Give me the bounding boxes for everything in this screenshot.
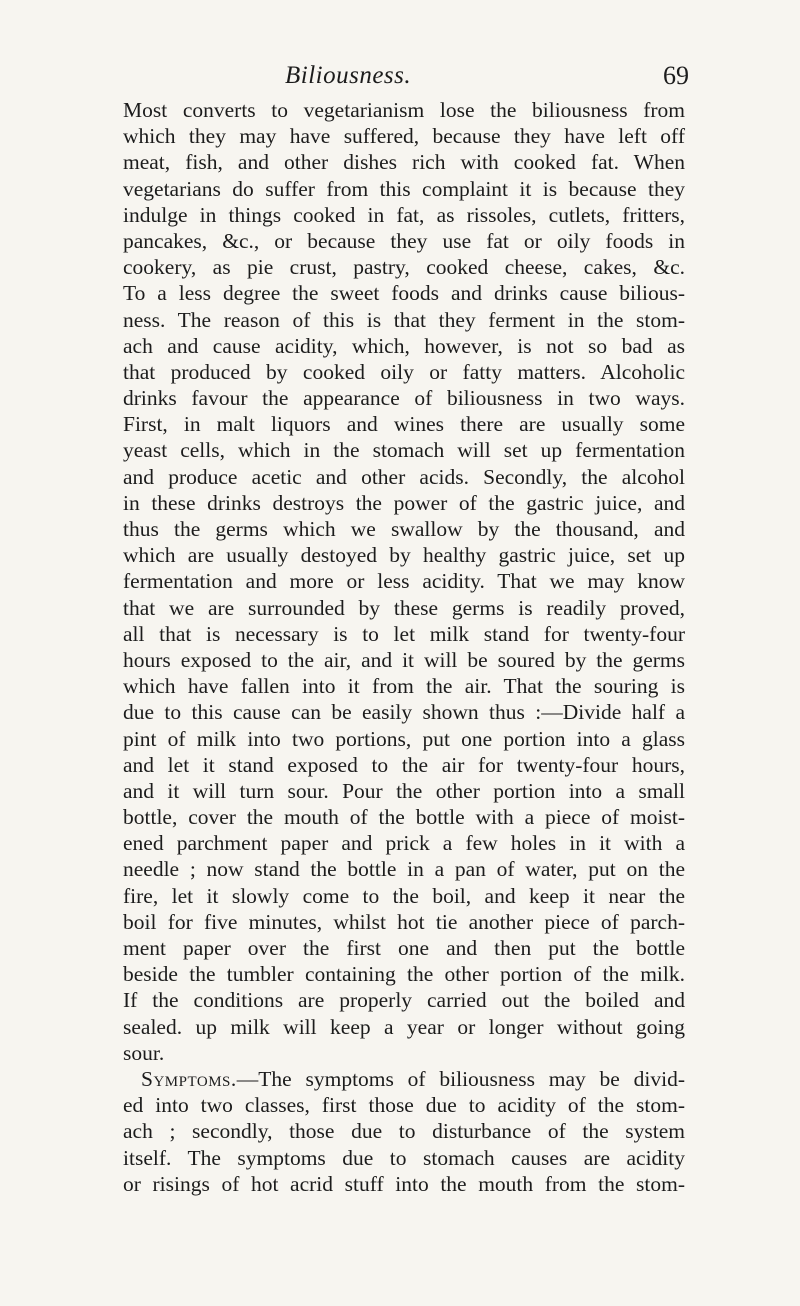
text-line: hours exposed to the air, and it will be soured by the germs [123,647,685,672]
section-heading-symptoms: Symptoms. [141,1066,237,1091]
text-line: First, in malt liquors and wines there are usually some [123,412,685,437]
text-line: all that is necessary is to let milk stand for twenty-four [123,621,685,646]
text-line: Most converts to vegetarianism lose the biliousness from [123,98,685,122]
text-line: ment paper over the first one and then put the bottle [123,936,685,960]
text-line: To a less degree the sweet foods and drinks cause bilious- [123,281,685,306]
text-line: boil for five minutes, whilst hot tie another piece of parch- [123,909,685,934]
text-fragment: —The symptoms of biliousness may be divid- [236,1066,685,1091]
text-line: ach ; secondly, those due to disturbance of the system [123,1119,685,1144]
text-line: bottle, cover the mouth of the bottle with a piece of moist- [123,805,685,830]
text-line: thus the germs which we swallow by the thousand, and [123,517,685,541]
text-line: yeast cells, which in the stomach will set up fermentation [123,438,685,463]
text-line: which they may have suffered, because they have left off [123,124,685,149]
text-line: and produce acetic and other acids. Secondly, the alcohol [123,464,685,489]
text-line [123,1066,685,1092]
text-line: ened parchment paper and prick a few holes in it with a [123,831,685,856]
text-line: which are usually destoyed by healthy gastric juice, set up [123,543,685,568]
text-line: and it will turn sour. Pour the other portion into a small [123,778,685,803]
text-line: vegetarians do suffer from this complaint it is because they [123,176,685,201]
text-line: that produced by cooked oily or fatty matters. Alcoholic [123,359,685,384]
text-line: indulge in things cooked in fat, as rissoles, cutlets, fritters, [123,202,685,227]
text-line: fermentation and more or less acidity. That we may know [123,569,685,594]
text-line: ness. The reason of this is that they ferment in the stom- [123,307,685,332]
text-line: pint of milk into two portions, put one portion into a glass [123,726,685,751]
text-line: in these drinks destroys the power of the gastric juice, and [123,490,685,515]
text-line: itself. The symptoms due to stomach causes are acidity [123,1145,685,1170]
text-line: meat, fish, and other dishes rich with cooked fat. When [123,150,685,175]
text-line: sealed. up milk will keep a year or longer without going [123,1014,685,1039]
text-line: drinks favour the appearance of biliousness in two ways. [123,386,685,411]
text-line: that we are surrounded by these germs is readily proved, [123,595,685,620]
text-line: or risings of hot acrid stuff into the mouth from the stom- [123,1171,685,1196]
text-line: sour. [123,1040,165,1065]
text-line: If the conditions are properly carried out the boiled and [123,988,685,1013]
text-line: ach and cause acidity, which, however, is not so bad as [123,333,685,358]
text-line: fire, let it slowly come to the boil, and keep it near the [123,883,685,908]
running-title: Biliousness. [285,62,412,89]
paragraph-2 [123,1066,685,1197]
text-line: beside the tumbler containing the other portion of the milk. [123,962,685,987]
page-number: 69 [663,61,689,90]
text-line: due to this cause can be easily shown thus :—Divide half a [123,700,685,725]
text-line: needle ; now stand the bottle in a pan of water, put on the [123,857,685,882]
text-line: pancakes, &c., or because they use fat or oily foods in [123,228,685,253]
text-line: and let it stand exposed to the air for twenty-four hours, [123,752,685,777]
text-line: which have fallen into it from the air. That the souring is [123,674,685,699]
paragraph-1 [123,97,685,1066]
text-line: ed into two classes, first those due to acidity of the stom- [123,1093,685,1118]
body-text [123,97,685,1197]
text-line: cookery, as pie crust, pastry, cooked cheese, cakes, &c. [123,255,685,280]
